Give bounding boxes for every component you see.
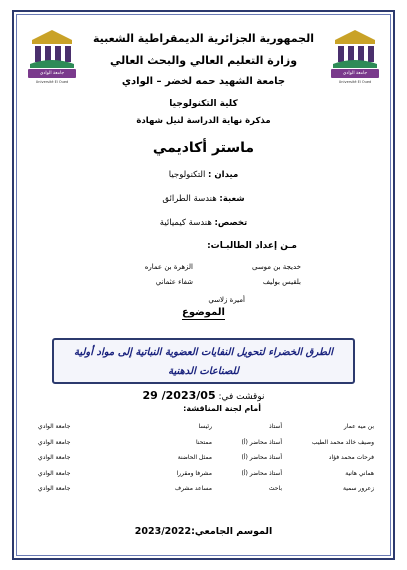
specialty-field (14, 218, 393, 228)
defense-line (14, 389, 393, 402)
domain-label: ميدان : (208, 170, 239, 180)
specialty-label: تخصص: (214, 218, 248, 228)
degree-title: ماستر أكاديمي (152, 140, 255, 156)
branch-field (14, 194, 393, 204)
jury-grade: أستاذ محاضر (أ) (241, 454, 282, 462)
logo-caption: جامعة الوادي (331, 69, 379, 78)
jury-title: أمام لجنة المناقشة: (183, 404, 261, 413)
student-name: أميرة زلاسي (208, 296, 245, 304)
jury-role: مشرفا ومقررا (176, 469, 212, 477)
jury-institution: جامعة الوادي (38, 454, 71, 462)
logo-subcaption: Université El Oued (35, 80, 69, 84)
ministry-title: وزارة التعليم العالي والبحث العالي (109, 54, 298, 67)
jury-role: مساعد مشرف (174, 485, 212, 493)
topic-label-text: الموضوع (182, 307, 225, 318)
jury-institution: جامعة الوادي (38, 423, 71, 431)
student-name: الزهرة بن عماره (144, 263, 193, 271)
table-row (36, 435, 376, 451)
domain-field (14, 170, 393, 180)
jury-role: ممثل الحاضنة (177, 454, 212, 462)
logo-subcaption: Université El Oued (338, 80, 372, 84)
table-row (36, 419, 376, 435)
memo-title: مذكرة نهاية الدراسة لنيل شهادة (136, 116, 271, 126)
jury-role: رئيسا (198, 423, 212, 431)
jury-name: فرحات محمد فؤاد (328, 454, 374, 462)
table-row (36, 466, 376, 482)
jury-grade: باحث (268, 485, 282, 493)
topic-label (14, 307, 393, 318)
student-name: شفاء عثماني (155, 278, 193, 286)
topic-title-box (52, 338, 355, 384)
jury-name: هماني هانية (345, 469, 374, 477)
domain-value: التكنولوجيا (168, 170, 206, 180)
specialty-value: هندسة كيميائية (159, 218, 212, 228)
cover-page (12, 10, 395, 560)
jury-institution: جامعة الوادي (38, 469, 71, 477)
branch-label: شعبة: (219, 194, 245, 204)
jury-grade: أستاذ محاضر (أ) (241, 469, 282, 477)
university-title: جامعة الشهيد حمه لخضر – الوادي (121, 76, 286, 87)
defense-prefix: نوقشت في: (218, 392, 265, 402)
academic-year: الموسم الجامعي:2023/2022 (134, 526, 273, 537)
jury-grade: أستاذ محاضر (أ) (241, 438, 282, 446)
topic-title: الطرق الخضراء لتحويل النفايات العضوية النباتية إلى مواد أولية للصناعات الدهنية (74, 347, 333, 377)
jury-role: ممتحنا (195, 438, 212, 446)
jury-table (36, 419, 376, 497)
branch-value: هندسة الطرائق (162, 194, 217, 204)
defense-date: 2023/05/ 29 (142, 389, 216, 402)
student-name: خديجة بن موسى (251, 263, 301, 271)
logo-caption: جامعة الوادي (28, 69, 76, 78)
jury-name: زعرور سمية (342, 485, 374, 493)
table-row (36, 481, 376, 497)
republic-title: الجمهورية الجزائرية الديمقراطية الشعبية (93, 32, 314, 45)
table-row (36, 450, 376, 466)
student-name: بلقيس بوليف (262, 278, 301, 286)
jury-grade: أستاذ (268, 423, 282, 431)
jury-name: وصيف خالد محمد الطيب (311, 438, 374, 446)
jury-institution: جامعة الوادي (38, 438, 71, 446)
faculty-title: كلية التكنولوجيا (169, 99, 238, 109)
jury-institution: جامعة الوادي (38, 485, 71, 493)
jury-name: بن ميه عمار (343, 423, 374, 431)
students-label: مـن إعداد الطالبـات: (207, 241, 297, 251)
